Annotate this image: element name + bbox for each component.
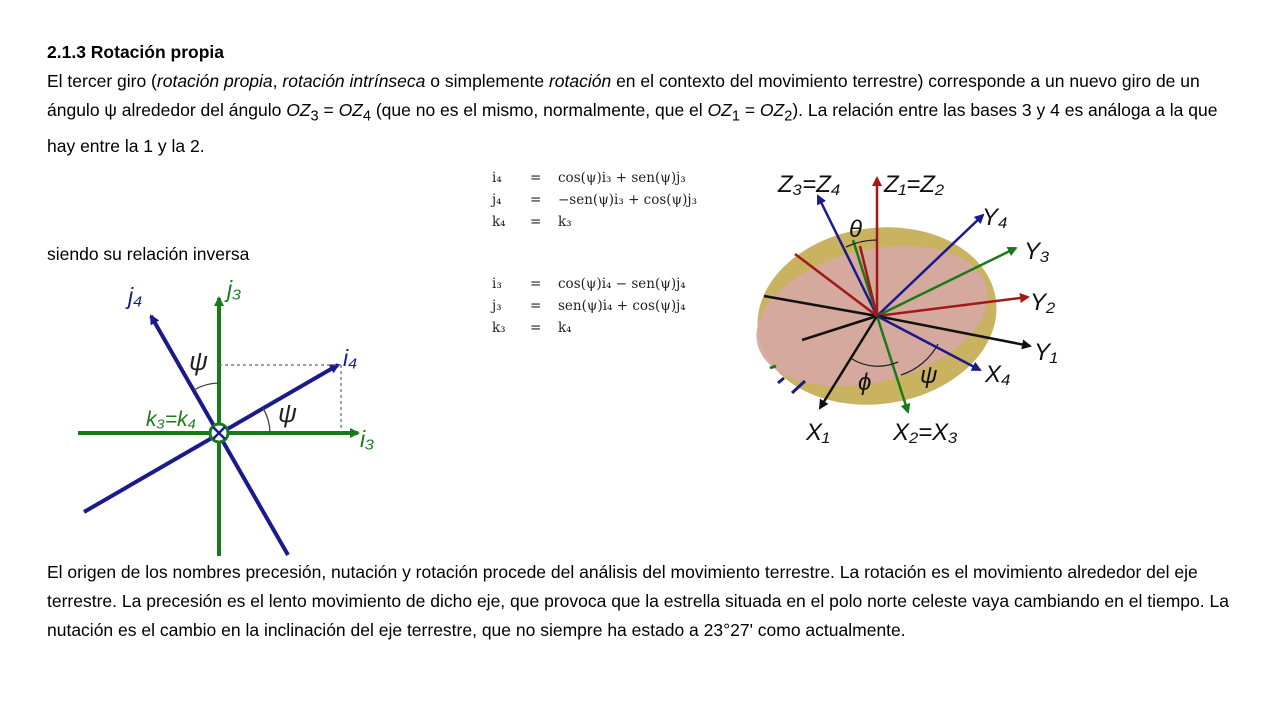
label-y3: Y₃	[1024, 238, 1050, 265]
label-y2: Y₂	[1030, 289, 1056, 316]
inverse-relation-label: siendo su relación inversa	[47, 244, 250, 264]
label-x4: X₄	[985, 361, 1011, 388]
label-psi-top: ψ	[189, 346, 208, 376]
intro-body: El tercer giro (rotación propia, rotación intrínseca o simplemente rotación en el contexto del movimiento terrestre) corresponde a un nuevo giro de un ángulo ψ alrededor del ángulo $OZ_3 = OZ_4$ (que no es el mismo, normalmente, que el $OZ_1 = OZ_2$). La relación entre las bases 3 y 4 es análoga a la que hay entre la 1 y la 2.	[47, 71, 1218, 156]
label-i3: i₃	[360, 426, 375, 452]
label-i4: i₄	[343, 345, 358, 371]
label-psi: ψ	[920, 362, 938, 389]
label-psi-right: ψ	[278, 398, 297, 428]
label-j3: j₃	[227, 276, 242, 302]
label-theta: θ	[849, 216, 863, 243]
closing-paragraph: El origen de los nombres precesión, nutación y rotación procede del análisis del movimiento terrestre. La rotación es el movimiento alrededor del eje terrestre. La precesión es el lento movimiento de dicho eje, que provoca que la estrella situada en el polo norte celeste vaya cambiando en el tiempo. La nutación es el cambio en la inclinación del eje terrestre, que no siempre ha estado a 23°27' como actualmente.	[47, 562, 1229, 640]
label-x1: X₁	[806, 419, 830, 446]
forward-equations: i₄ = cos(ψ)i₃ + sen(ψ)j₃ j₄ = −sen(ψ)i₃ + cos(ψ)j₃ k₄ = k₃	[492, 170, 698, 230]
inverse-equations: i₃ = cos(ψ)i₄ − sen(ψ)j₄ j₃ = sen(ψ)i₄ + cos(ψ)j₄ k₃ = k₄	[492, 276, 686, 336]
label-k: k₃=k₄	[146, 408, 197, 431]
label-y1: Y₁	[1034, 339, 1058, 366]
section-heading: 2.1.3 Rotación propia	[47, 42, 224, 62]
label-x2-x3: X₂=X₃	[893, 419, 958, 446]
label-j4: j₄	[128, 283, 143, 309]
label-z3-z4: Z₃=Z₄	[778, 171, 841, 198]
label-z1-z2: Z₁=Z₂	[884, 171, 945, 198]
label-phi: ϕ	[858, 369, 872, 396]
label-y4: Y₄	[982, 204, 1008, 231]
